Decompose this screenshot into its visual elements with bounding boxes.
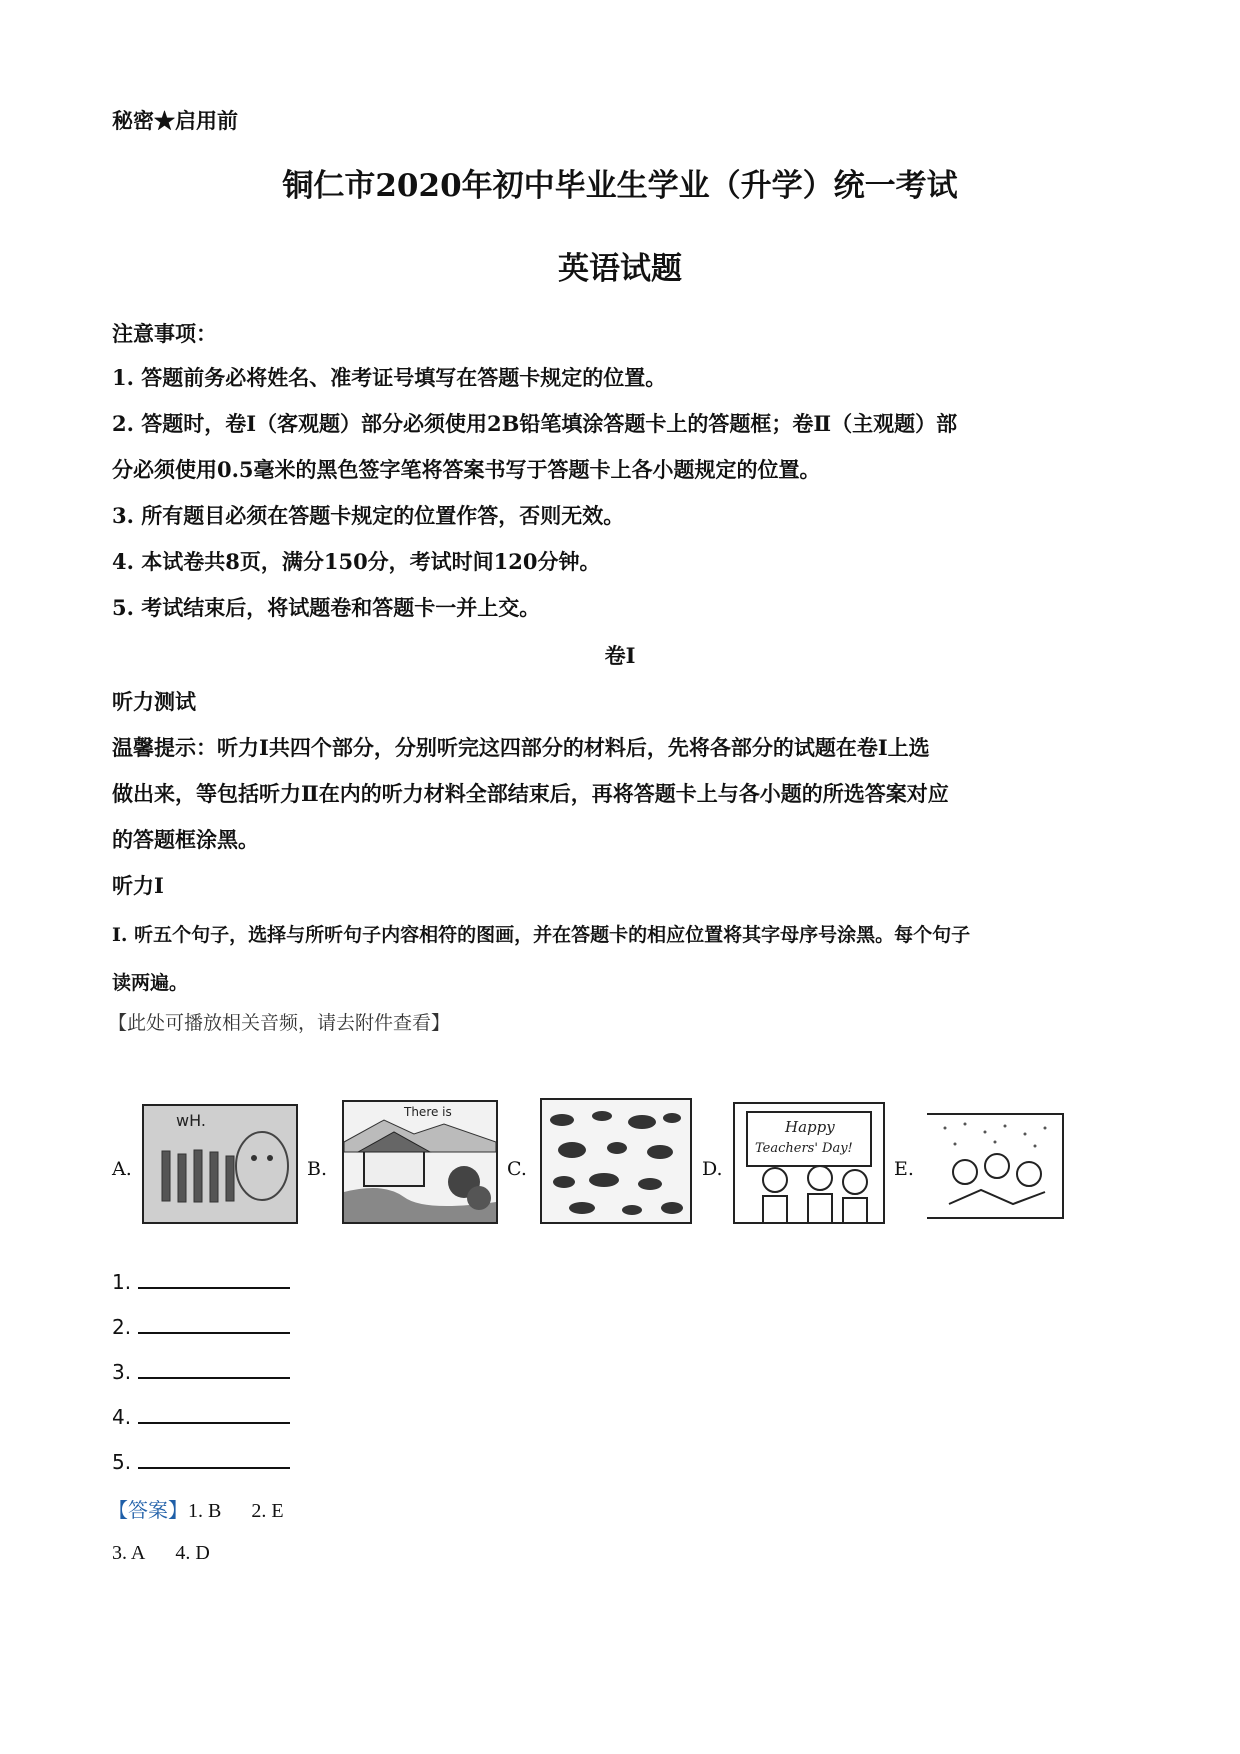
option-a-image: [142, 1104, 298, 1224]
answer-blank[interactable]: [138, 1402, 290, 1424]
option-caption: wH.: [176, 1111, 206, 1130]
question-number: 1.: [112, 1270, 132, 1294]
option-b-image: [342, 1100, 498, 1224]
note-item: 3. 所有题目必须在答题卡规定的位置作答，否则无效。: [112, 503, 625, 528]
exam-title: 铜仁市2020年初中毕业生学业（升学）统一考试: [282, 168, 958, 204]
question-row: [112, 1357, 290, 1384]
note-item: 1. 答题前务必将姓名、准考证号填写在答题卡规定的位置。: [112, 365, 667, 390]
option-letter: E.: [894, 1158, 914, 1180]
question-row: [112, 1447, 290, 1474]
answer-item: 1. B: [188, 1500, 222, 1522]
tip-line: 做出来，等包括听力Ⅱ在内的听力材料全部结束后，再将答题卡上与各小题的所选答案对应: [112, 781, 949, 806]
instruction-line: 读两遍。: [112, 972, 189, 994]
question-number: 4.: [112, 1405, 132, 1429]
audio-note: 【此处可播放相关音频，请去附件查看】: [108, 1012, 451, 1034]
confidential-mark: 秘密★启用前: [112, 108, 238, 133]
note-item: 5. 考试结束后，将试题卷和答题卡一并上交。: [112, 595, 541, 620]
tip-line: 的答题框涂黑。: [112, 827, 259, 852]
option-letter: D.: [702, 1158, 723, 1180]
listening-heading: 听力测试: [112, 689, 196, 714]
answer-item: 4. D: [175, 1542, 210, 1564]
option-d-image: [733, 1102, 885, 1224]
answer-item: 3. A: [112, 1542, 146, 1564]
note-item: 分必须使用0.5毫米的黑色签字笔将答案书写于答题卡上各小题规定的位置。: [112, 457, 821, 482]
answer-blank[interactable]: [138, 1357, 290, 1379]
question-row: [112, 1267, 290, 1294]
option-e-image: [925, 1104, 1065, 1220]
answer-blank[interactable]: [138, 1312, 290, 1334]
answer-item: 2. E: [251, 1500, 284, 1522]
question-number: 3.: [112, 1360, 132, 1384]
answer-line-2: [112, 1540, 210, 1565]
exam-subtitle: 英语试题: [558, 251, 682, 287]
answer-line-1: [108, 1494, 284, 1523]
tip-line: 温馨提示：听力Ⅰ共四个部分，分别听完这四部分的材料后，先将各部分的试题在卷Ⅰ上选: [112, 735, 930, 760]
answer-blank[interactable]: [138, 1267, 290, 1289]
note-item: 2. 答题时，卷Ⅰ（客观题）部分必须使用2B铅笔填涂答题卡上的答题框；卷Ⅱ（主观题）部: [112, 411, 958, 436]
option-letter: B.: [307, 1158, 328, 1180]
question-number: 2.: [112, 1315, 132, 1339]
option-letter: C.: [507, 1158, 527, 1180]
option-letter: A.: [112, 1158, 132, 1180]
note-item: 4. 本试卷共8页，满分150分，考试时间120分钟。: [112, 549, 601, 574]
question-number: 5.: [112, 1450, 132, 1474]
question-row: [112, 1402, 290, 1429]
volume-heading: 卷Ⅰ: [604, 643, 636, 668]
svg-text:There is: There is: [404, 1105, 452, 1119]
svg-text:Happy: Happy: [785, 1118, 835, 1136]
option-c-image: [540, 1098, 692, 1224]
part-heading: 听力Ⅰ: [112, 873, 164, 898]
answer-tag: 【答案】: [108, 1498, 188, 1522]
instruction-line: Ⅰ. 听五个句子，选择与所听句子内容相符的图画，并在答题卡的相应位置将其字母序号涂黑。每个句子: [112, 924, 971, 946]
notes-heading: 注意事项：: [112, 321, 217, 346]
svg-text:Teachers' Day!: Teachers' Day!: [755, 1141, 853, 1156]
question-row: [112, 1312, 290, 1339]
answer-blank[interactable]: [138, 1447, 290, 1469]
